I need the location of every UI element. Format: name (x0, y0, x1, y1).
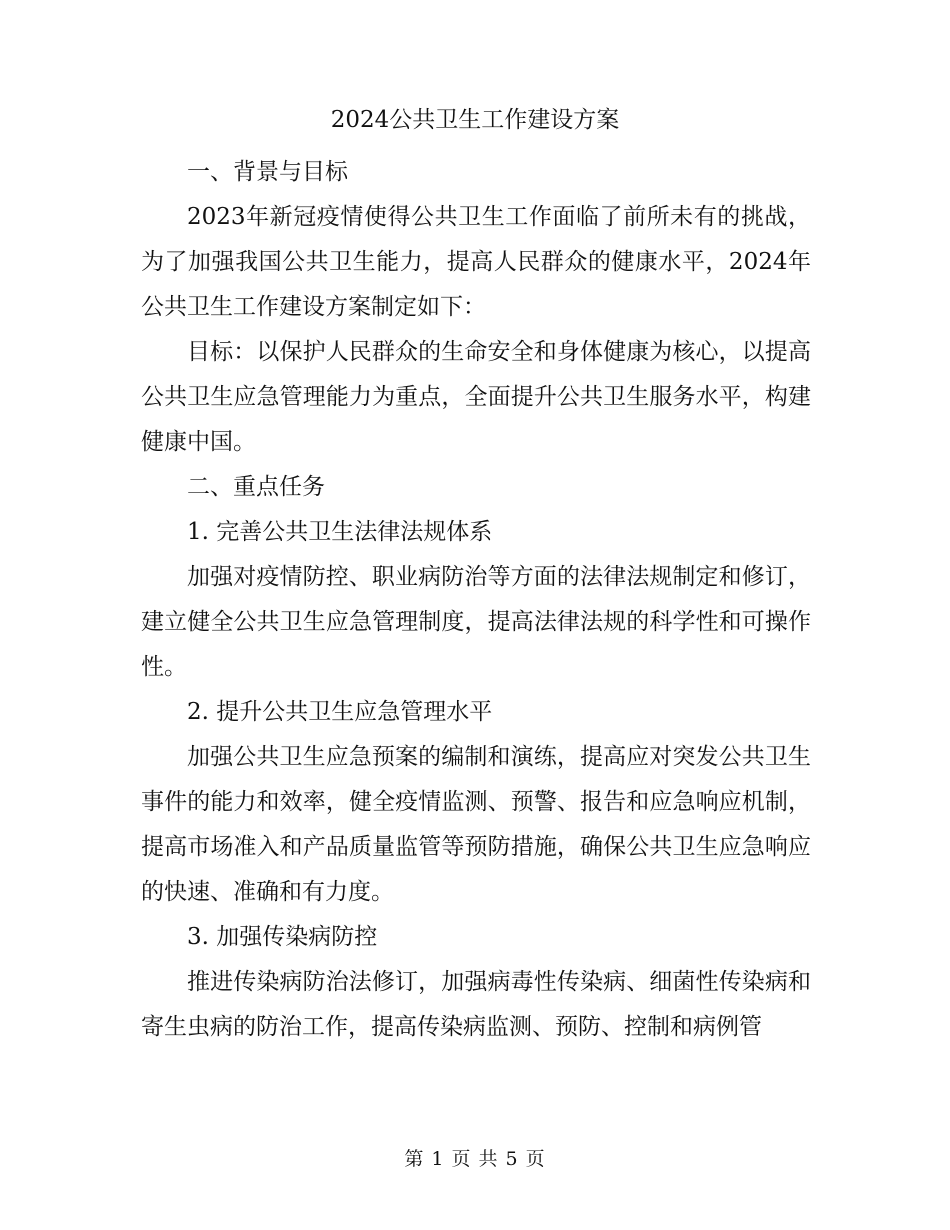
document-title: 2024公共卫生工作建设方案 (330, 107, 620, 133)
task-paragraph-1: 加强对疫情防控、职业病防治等方面的法律法规制定和修订，建立健全公共卫生应急管理制度，提高法律法规的科学性和可操作性。 (141, 564, 811, 680)
task-heading-2: 2. 提升公共卫生应急管理水平 (187, 699, 493, 725)
task-paragraph-2: 加强公共卫生应急预案的编制和演练，提高应对突发公共卫生事件的能力和效率，健全疫情监测、预警、报告和应急响应机制，提高市场准入和产品质量监管等预防措施，确保公共卫生应急响应的快速、准确和有力度。 (141, 744, 811, 905)
paragraph-background: 2023年新冠疫情使得公共卫生工作面临了前所未有的挑战，为了加强我国公共卫生能力，提高人民群众的健康水平，2024年公共卫生工作建设方案制定如下： (141, 204, 811, 320)
task-heading-3: 3. 加强传染病防控 (187, 924, 378, 950)
task-heading-1: 1. 完善公共卫生法律法规体系 (187, 519, 493, 545)
section-heading-tasks: 二、重点任务 (187, 474, 325, 500)
paragraph-goal: 目标：以保护人民群众的生命安全和身体健康为核心，以提高公共卫生应急管理能力为重点，全面提升公共卫生服务水平，构建健康中国。 (141, 339, 811, 455)
page-footer: 第 1 页 共 5 页 (404, 1148, 546, 1170)
task-paragraph-3: 推进传染病防治法修订，加强病毒性传染病、细菌性传染病和寄生虫病的防治工作，提高传染病监测、预防、控制和病例管 (141, 969, 811, 1040)
document-body (141, 150, 811, 1050)
section-heading-background: 一、背景与目标 (187, 159, 348, 185)
